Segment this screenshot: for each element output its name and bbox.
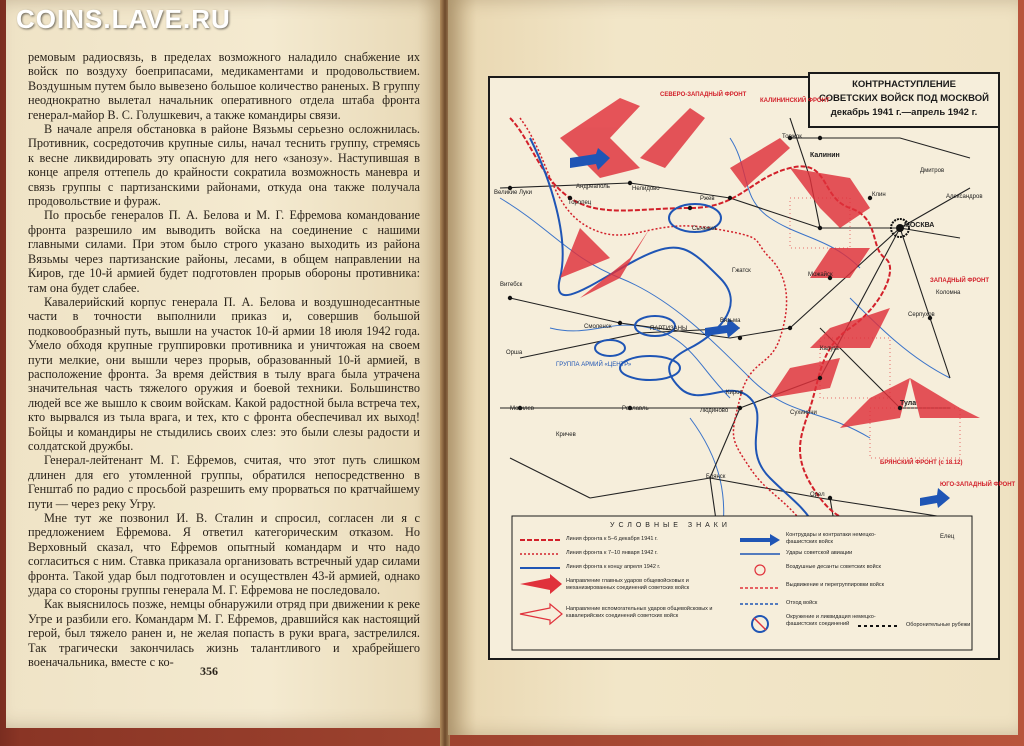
front-label: СЕВЕРО-ЗАПАДНЫЙ ФРОНТ (660, 92, 747, 98)
city-label: Тула (900, 400, 917, 407)
city-label: Кричев (556, 432, 576, 438)
city-label: Сухиничи (790, 410, 817, 416)
site-watermark: COINS.LAVE.RU (16, 4, 231, 34)
city-label: Брянск (706, 474, 726, 480)
city-label: Клин (872, 192, 886, 198)
partisans-label: ПАРТИЗАНЫ (650, 326, 688, 332)
front-label: БРЯНСКИЙ ФРОНТ (с 18.12) (880, 460, 963, 466)
paragraph: По просьбе генералов П. А. Белова и М. Г. Ефремова командование фронта разрешило им выводить войска на соединение с нашими главными силами. При этом было строго указано выходить из района Вязьмы через партизанские районы, лесами, в общем направлении на Киров, где 10-й армией будет подготовлен прорыв обороны противника: там она будет слабее. (28, 208, 420, 295)
city-label: Смоленск (584, 324, 612, 330)
front-label: КАЛИНИНСКИЙ ФРОНТ (760, 98, 830, 104)
city-label: Серпухов (908, 312, 935, 318)
legend-item: Оборонительные рубежи (906, 622, 971, 628)
city-label: Людиново (700, 408, 729, 414)
paragraph: Мне тут же позвонил И. В. Сталин и спросил, согласен ли я с предложением Ефремова. Я ответил категорическим отказом. Но Верховный сказал, что Ефремов опытный командарм и что надо согласиться с ним. Ставка приказала организовать встречный удар силами фронта. Такой удар был подготовлен и осуществлен 43-й армией, однако удара со стороны группы генерала М. Г. Ефремова не последовало. (28, 511, 420, 598)
city-label: Орша (506, 350, 523, 356)
legend-item: Направление вспомогательных ударов общевойсковых и кавалерийских соединений советских войск (566, 606, 713, 619)
enemy-group-label: ГРУППА АРМИЙ «ЦЕНТР» (556, 362, 632, 368)
city-label: Коломна (936, 290, 961, 296)
legend-item: Контрудары и контратаки немецко-фашистских войск (786, 532, 876, 545)
map-title-line: декабрь 1941 г.—апрель 1942 г. (830, 107, 978, 118)
legend-item: Окружение и ликвидация немецко-фашистских соединений (786, 614, 876, 627)
city-label: Гжатск (732, 268, 751, 274)
city-label: Калуга (820, 346, 839, 352)
city-label: Торопец (568, 200, 592, 206)
map-title-line: СОВЕТСКИХ ВОЙСК ПОД МОСКВОЙ (819, 93, 989, 104)
paragraph: В начале апреля обстановка в районе Вязьмы серьезно осложнилась. Противник, сосредоточив крупные силы, начал теснить группу, стремясь к весне ликвидировать эту опасную для него «занозу». Наступившая в конце апреля оттепель до крайности сократила возможность маневра и связь группы с партизанскими районами, откуда она также получала продовольствие и фураж. (28, 122, 420, 209)
paragraph: Генерал-лейтенант М. Г. Ефремов, считая, что этот путь слишком длинен для его утомленной группы, обратился непосредственно в Генштаб по радио с просьбой разрешить ему прорваться по кратчайшему пути — через реку Угру. (28, 453, 420, 511)
city-label: Торжок (782, 134, 802, 140)
legend-item: Удары советской авиации (786, 550, 853, 556)
front-label: ЮГО-ЗАПАДНЫЙ ФРОНТ (940, 482, 1016, 488)
paragraph: ремовым радиосвязь, в пределах возможного наладило снабжение их войск по воздуху боеприпасами, медикаментами и продовольствием. Воздушным путем было вывезено большое количество раненых. В группу неоднократно вылетал начальник оперативного отдела штаба фронта генерал-майор В. С. Голушкевич, а также командиры связи. (28, 50, 420, 122)
city-label: Калинин (810, 152, 840, 159)
city-label: Ржев (700, 196, 715, 202)
city-label: Орел (810, 492, 825, 498)
legend-item: Отход войск (786, 600, 818, 606)
city-label: Киров (726, 390, 743, 396)
legend-item: Линия фронта к 7–10 января 1942 г. (566, 550, 658, 556)
city-label: Елец (940, 534, 955, 540)
legend-item: Направление главных ударов общевойсковых и механизированных соединений советских войск (566, 578, 690, 591)
city-label: МОСКВА (904, 222, 935, 229)
city-label: Сычевка (692, 226, 717, 232)
city-label: Александров (946, 194, 983, 200)
legend-item: Линия фронта к концу апреля 1942 г. (566, 564, 661, 570)
city-label: Можайск (808, 272, 833, 278)
city-label: Великие Луки (494, 190, 532, 196)
map-title-line: КОНТРНАСТУПЛЕНИЕ (852, 79, 956, 90)
city-label: Рославль (622, 406, 649, 412)
map-title-box (808, 72, 1000, 128)
front-label: ЗАПАДНЫЙ ФРОНТ (930, 278, 990, 284)
city-label: Вязьма (720, 318, 741, 324)
city-label: Витебск (500, 282, 523, 288)
legend-item: Воздушные десанты советских войск (786, 564, 881, 570)
legend-item: Выдвижение и перегруппировки войск (786, 582, 884, 588)
legend-item: Линия фронта к 5–6 декабря 1941 г. (566, 536, 658, 542)
city-label: Могилев (510, 406, 534, 412)
city-label: Нелидово (632, 186, 660, 192)
legend-title: УСЛОВНЫЕ ЗНАКИ (610, 522, 731, 529)
city-label: Дмитров (920, 168, 945, 174)
city-label: Андреаполь (576, 184, 610, 190)
paragraph: Как выяснилось позже, немцы обнаружили отряд при движении к реке Угре и разбили его. Командарм М. Г. Ефремов, дравшийся как настоящий герой, был тяжело ранен и, не желая попасть в руки врага, застрелился. Так трагически закончилась жизнь талантливого и храбрейшего военачальника, вместе с ко- (28, 597, 420, 670)
page-number: 356 (200, 664, 218, 678)
paragraph: Кавалерийский корпус генерала П. А. Белова и воздушнодесантные части в точности выполнили приказ и, совершив большой подковообразный путь, вышли на участок 10-й армии 18 июля 1942 года. Умело обходя крупные группировки противника и уничтожая на своем пути мелкие, они вышли через прорыв, образованный 10-й армией, в расположение фронта. За время действия в тылу врага была утрачена значительная часть тяжелого оружия и боевой техники. Большинство людей все же вышло к своим войскам. Какой радостной была встреча тех, кто вырвался из тыла врага, и тех, кто с фронта обеспечивал их выход! Бойцы и командиры не стыдились своих слез: это были слезы радости и солдатской дружбы. (28, 294, 420, 453)
main-strike-arrows (560, 98, 980, 428)
left-page-text (28, 50, 420, 669)
